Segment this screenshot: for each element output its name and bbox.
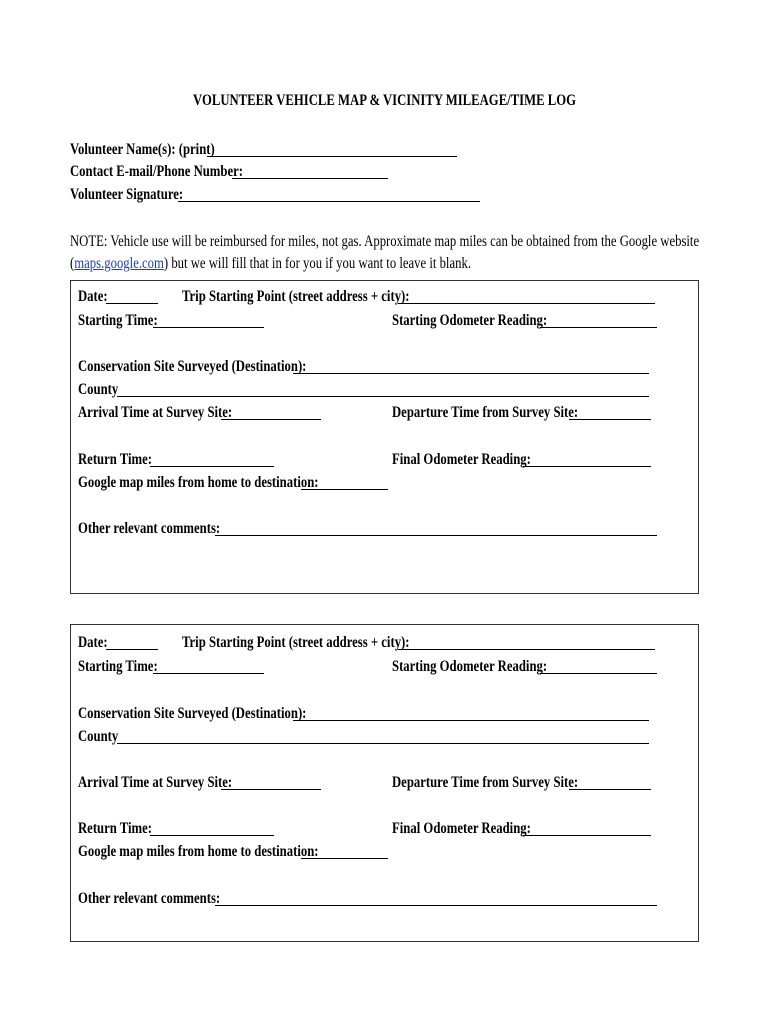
start-odometer-label: Starting Odometer Reading: [392, 658, 548, 675]
final-odometer-field[interactable] [523, 835, 651, 836]
page-title: VOLUNTEER VEHICLE MAP & VICINITY MILEAGE/TIME LOG [193, 92, 577, 109]
trip-start-label: Trip Starting Point (street address + city): [182, 634, 410, 651]
return-time-label: Return Time: [78, 451, 153, 468]
start-odometer-field[interactable] [540, 673, 657, 674]
site-surveyed-field[interactable] [293, 720, 649, 721]
contact-field[interactable] [232, 178, 388, 179]
final-odometer-label: Final Odometer Reading: [392, 451, 531, 468]
note-line-2: (maps.google.com) but we will fill that in for you if you want to leave it blank. [70, 255, 472, 272]
starting-time-label: Starting Time: [78, 658, 158, 675]
date-field[interactable] [106, 303, 158, 304]
comments-label: Other relevant comments: [78, 520, 221, 537]
starting-time-field[interactable] [153, 673, 264, 674]
arrival-time-field[interactable] [221, 419, 321, 420]
site-surveyed-field[interactable] [293, 373, 649, 374]
google-maps-link[interactable]: maps.google.com [74, 255, 164, 272]
volunteer-names-field[interactable] [207, 156, 457, 157]
county-label: County [78, 381, 119, 398]
google-miles-label: Google map miles from home to destination: [78, 474, 319, 491]
return-time-label: Return Time: [78, 820, 153, 837]
trip-start-field[interactable] [398, 649, 655, 650]
arrival-time-label: Arrival Time at Survey Site: [78, 774, 233, 791]
comments-label: Other relevant comments: [78, 890, 221, 907]
start-odometer-label: Starting Odometer Reading: [392, 312, 548, 329]
date-label: Date: [78, 288, 108, 305]
google-miles-field[interactable] [301, 858, 388, 859]
date-label: Date: [78, 634, 108, 651]
site-surveyed-label: Conservation Site Surveyed (Destination): [78, 358, 307, 375]
date-field[interactable] [106, 649, 158, 650]
contact-label: Contact E-mail/Phone Number: [70, 163, 243, 180]
starting-time-field[interactable] [153, 327, 264, 328]
departure-time-label: Departure Time from Survey Site: [392, 774, 579, 791]
county-field[interactable] [117, 396, 649, 397]
trip-start-field[interactable] [398, 303, 655, 304]
starting-time-label: Starting Time: [78, 312, 158, 329]
return-time-field[interactable] [150, 466, 274, 467]
departure-time-field[interactable] [569, 789, 651, 790]
county-label: County [78, 728, 119, 745]
return-time-field[interactable] [150, 835, 274, 836]
comments-field[interactable] [215, 905, 657, 906]
signature-label: Volunteer Signature: [70, 186, 184, 203]
departure-time-field[interactable] [569, 419, 651, 420]
final-odometer-field[interactable] [523, 466, 651, 467]
departure-time-label: Departure Time from Survey Site: [392, 404, 579, 421]
final-odometer-label: Final Odometer Reading: [392, 820, 531, 837]
google-miles-field[interactable] [301, 489, 388, 490]
arrival-time-field[interactable] [221, 789, 321, 790]
volunteer-names-label: Volunteer Name(s): (print) [70, 141, 215, 158]
trip-start-label: Trip Starting Point (street address + city): [182, 288, 410, 305]
signature-field[interactable] [178, 201, 480, 202]
start-odometer-field[interactable] [540, 327, 657, 328]
site-surveyed-label: Conservation Site Surveyed (Destination): [78, 705, 307, 722]
note-line-1: NOTE: Vehicle use will be reimbursed for miles, not gas. Approximate map miles can be obtained from the Google website [70, 233, 700, 250]
arrival-time-label: Arrival Time at Survey Site: [78, 404, 233, 421]
google-miles-label: Google map miles from home to destination: [78, 843, 319, 860]
county-field[interactable] [117, 743, 649, 744]
comments-field[interactable] [215, 535, 657, 536]
